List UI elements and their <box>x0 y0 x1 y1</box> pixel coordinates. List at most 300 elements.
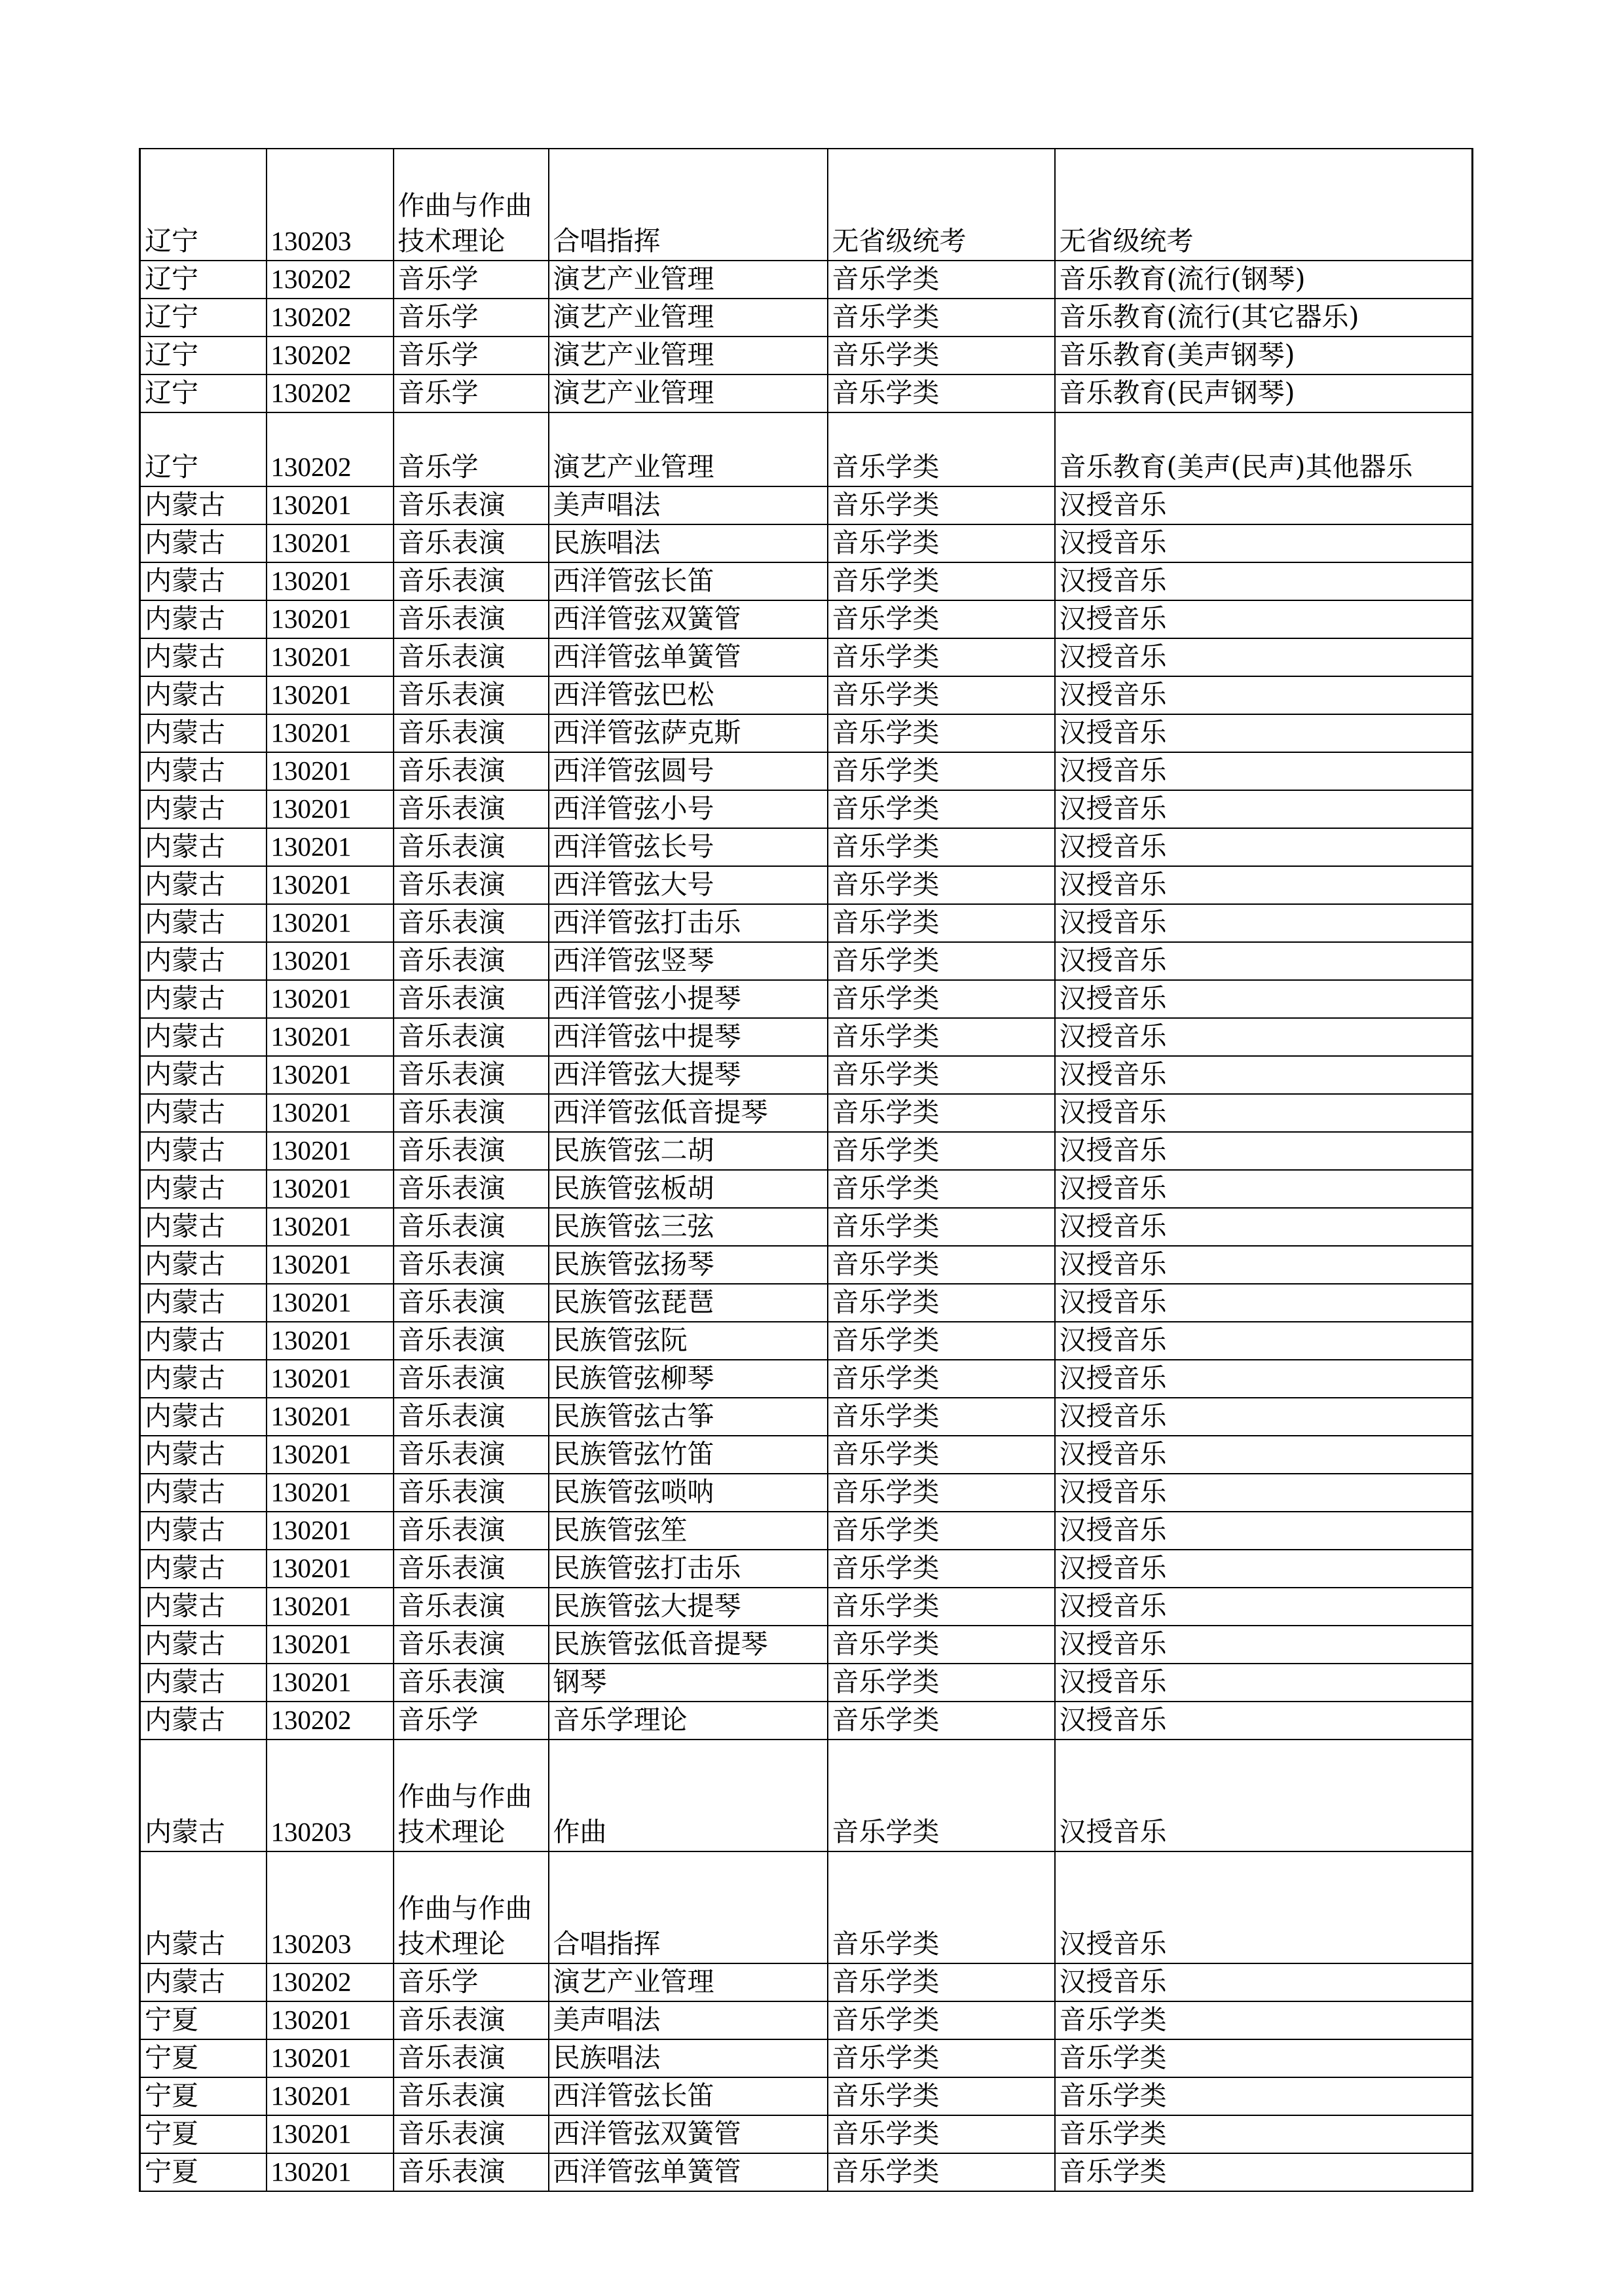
exam-category-cell: 音乐学类 <box>828 337 1055 374</box>
category-cell: 音乐表演 <box>394 1208 549 1246</box>
province-cell: 宁夏 <box>140 2077 267 2115</box>
exam-subject-cell: 汉授音乐 <box>1055 790 1473 828</box>
exam-subject-cell: 汉授音乐 <box>1055 1094 1473 1132</box>
category-cell: 音乐表演 <box>394 1132 549 1170</box>
major-cell: 民族管弦大提琴 <box>549 1588 828 1626</box>
province-cell: 内蒙古 <box>140 1246 267 1284</box>
table-row <box>140 1740 1473 1851</box>
table-row <box>140 942 1473 980</box>
exam-subject-cell: 汉授音乐 <box>1055 1284 1473 1322</box>
major-cell: 美声唱法 <box>549 486 828 524</box>
category-cell: 音乐表演 <box>394 1170 549 1208</box>
province-cell: 内蒙古 <box>140 1208 267 1246</box>
category-cell: 音乐表演 <box>394 2153 549 2191</box>
major-cell: 民族管弦打击乐 <box>549 1550 828 1588</box>
code-cell: 130201 <box>267 714 394 752</box>
major-cell: 西洋管弦长笛 <box>549 2077 828 2115</box>
province-cell: 辽宁 <box>140 299 267 337</box>
major-cell: 合唱指挥 <box>549 1851 828 1963</box>
exam-subject-cell: 音乐教育(美声(民声)其他器乐 <box>1055 412 1473 486</box>
exam-category-cell: 音乐学类 <box>828 299 1055 337</box>
province-cell: 宁夏 <box>140 2001 267 2039</box>
exam-category-cell: 音乐学类 <box>828 714 1055 752</box>
table-row <box>140 261 1473 299</box>
code-cell: 130201 <box>267 1588 394 1626</box>
table-row <box>140 1474 1473 1512</box>
category-cell: 音乐表演 <box>394 562 549 600</box>
category-cell: 音乐表演 <box>394 1246 549 1284</box>
table-row <box>140 866 1473 904</box>
province-cell: 内蒙古 <box>140 1132 267 1170</box>
province-cell: 内蒙古 <box>140 1626 267 1664</box>
exam-subject-cell: 汉授音乐 <box>1055 1360 1473 1398</box>
major-cell: 民族管弦琵琶 <box>549 1284 828 1322</box>
province-cell: 内蒙古 <box>140 1398 267 1436</box>
exam-category-cell: 音乐学类 <box>828 1626 1055 1664</box>
table-row <box>140 1512 1473 1550</box>
exam-category-cell: 音乐学类 <box>828 562 1055 600</box>
code-cell: 130202 <box>267 1702 394 1740</box>
province-cell: 内蒙古 <box>140 752 267 790</box>
major-cell: 民族管弦唢呐 <box>549 1474 828 1512</box>
code-cell: 130201 <box>267 2077 394 2115</box>
table-row <box>140 299 1473 337</box>
code-cell: 130201 <box>267 752 394 790</box>
category-cell: 音乐表演 <box>394 904 549 942</box>
category-cell: 音乐表演 <box>394 866 549 904</box>
exam-subject-cell: 汉授音乐 <box>1055 1018 1473 1056</box>
category-cell: 音乐表演 <box>394 2001 549 2039</box>
province-cell: 内蒙古 <box>140 714 267 752</box>
exam-subject-cell: 汉授音乐 <box>1055 1246 1473 1284</box>
category-cell: 音乐表演 <box>394 486 549 524</box>
code-cell: 130201 <box>267 1132 394 1170</box>
exam-subject-cell: 汉授音乐 <box>1055 1474 1473 1512</box>
code-cell: 130201 <box>267 2115 394 2153</box>
province-cell: 辽宁 <box>140 374 267 412</box>
exam-category-cell: 音乐学类 <box>828 1436 1055 1474</box>
exam-subject-cell: 汉授音乐 <box>1055 562 1473 600</box>
exam-subject-cell: 汉授音乐 <box>1055 866 1473 904</box>
table-row <box>140 1851 1473 1963</box>
category-cell: 音乐表演 <box>394 1360 549 1398</box>
code-cell: 130202 <box>267 261 394 299</box>
major-cell: 民族管弦扬琴 <box>549 1246 828 1284</box>
category-cell: 音乐表演 <box>394 828 549 866</box>
major-cell: 民族管弦阮 <box>549 1322 828 1360</box>
exam-subject-cell: 汉授音乐 <box>1055 942 1473 980</box>
category-cell: 音乐表演 <box>394 752 549 790</box>
province-cell: 内蒙古 <box>140 676 267 714</box>
table-row <box>140 600 1473 638</box>
table-row <box>140 1094 1473 1132</box>
exam-category-cell: 音乐学类 <box>828 2039 1055 2077</box>
exam-category-cell: 音乐学类 <box>828 980 1055 1018</box>
table-row <box>140 980 1473 1018</box>
code-cell: 130201 <box>267 1094 394 1132</box>
table-row <box>140 1056 1473 1094</box>
category-cell: 音乐表演 <box>394 942 549 980</box>
exam-subject-cell: 汉授音乐 <box>1055 676 1473 714</box>
table-row <box>140 1208 1473 1246</box>
code-cell: 130201 <box>267 1474 394 1512</box>
major-cell: 民族管弦柳琴 <box>549 1360 828 1398</box>
exam-subject-cell: 汉授音乐 <box>1055 1322 1473 1360</box>
code-cell: 130201 <box>267 676 394 714</box>
province-cell: 辽宁 <box>140 261 267 299</box>
table-row <box>140 1626 1473 1664</box>
exam-subject-cell: 汉授音乐 <box>1055 1056 1473 1094</box>
province-cell: 内蒙古 <box>140 1094 267 1132</box>
category-cell: 音乐表演 <box>394 2039 549 2077</box>
major-cell: 西洋管弦低音提琴 <box>549 1094 828 1132</box>
code-cell: 130202 <box>267 374 394 412</box>
exam-subject-cell: 汉授音乐 <box>1055 1550 1473 1588</box>
major-cell: 演艺产业管理 <box>549 337 828 374</box>
major-cell: 演艺产业管理 <box>549 1963 828 2001</box>
code-cell: 130201 <box>267 980 394 1018</box>
exam-category-cell: 音乐学类 <box>828 1208 1055 1246</box>
exam-category-cell: 音乐学类 <box>828 1360 1055 1398</box>
exam-subject-cell: 无省级统考 <box>1055 149 1473 261</box>
table-row <box>140 828 1473 866</box>
category-cell: 音乐表演 <box>394 600 549 638</box>
category-cell: 音乐表演 <box>394 1436 549 1474</box>
province-cell: 内蒙古 <box>140 638 267 676</box>
exam-category-cell: 音乐学类 <box>828 412 1055 486</box>
code-cell: 130201 <box>267 2039 394 2077</box>
major-cell: 民族管弦笙 <box>549 1512 828 1550</box>
table-row <box>140 790 1473 828</box>
major-cell: 民族管弦低音提琴 <box>549 1626 828 1664</box>
major-cell: 西洋管弦大号 <box>549 866 828 904</box>
code-cell: 130201 <box>267 524 394 562</box>
province-cell: 内蒙古 <box>140 1056 267 1094</box>
exam-category-cell: 音乐学类 <box>828 1963 1055 2001</box>
category-cell: 作曲与作曲技术理论 <box>394 149 549 261</box>
province-cell: 内蒙古 <box>140 1360 267 1398</box>
major-exam-table <box>139 148 1473 2192</box>
exam-subject-cell: 汉授音乐 <box>1055 600 1473 638</box>
exam-category-cell: 音乐学类 <box>828 1246 1055 1284</box>
code-cell: 130201 <box>267 1360 394 1398</box>
exam-category-cell: 音乐学类 <box>828 942 1055 980</box>
exam-category-cell: 音乐学类 <box>828 1474 1055 1512</box>
exam-category-cell: 音乐学类 <box>828 1550 1055 1588</box>
code-cell: 130201 <box>267 1550 394 1588</box>
table-row <box>140 1018 1473 1056</box>
table-row <box>140 1284 1473 1322</box>
category-cell: 音乐学 <box>394 337 549 374</box>
exam-category-cell: 音乐学类 <box>828 828 1055 866</box>
table-row <box>140 1588 1473 1626</box>
code-cell: 130202 <box>267 299 394 337</box>
major-cell: 民族唱法 <box>549 2039 828 2077</box>
major-cell: 演艺产业管理 <box>549 299 828 337</box>
table-row <box>140 1246 1473 1284</box>
category-cell: 音乐表演 <box>394 980 549 1018</box>
table-row <box>140 1436 1473 1474</box>
major-cell: 演艺产业管理 <box>549 374 828 412</box>
exam-category-cell: 音乐学类 <box>828 1056 1055 1094</box>
province-cell: 内蒙古 <box>140 790 267 828</box>
category-cell: 音乐表演 <box>394 1664 549 1702</box>
province-cell: 内蒙古 <box>140 1322 267 1360</box>
major-cell: 民族管弦板胡 <box>549 1170 828 1208</box>
table-row <box>140 1550 1473 1588</box>
exam-category-cell: 音乐学类 <box>828 752 1055 790</box>
major-cell: 西洋管弦中提琴 <box>549 1018 828 1056</box>
exam-category-cell: 音乐学类 <box>828 1740 1055 1851</box>
category-cell: 音乐表演 <box>394 1056 549 1094</box>
code-cell: 130201 <box>267 1284 394 1322</box>
category-cell: 音乐表演 <box>394 1588 549 1626</box>
exam-category-cell: 音乐学类 <box>828 1284 1055 1322</box>
code-cell: 130201 <box>267 1322 394 1360</box>
code-cell: 130201 <box>267 1512 394 1550</box>
table-row <box>140 486 1473 524</box>
code-cell: 130201 <box>267 1246 394 1284</box>
code-cell: 130203 <box>267 1740 394 1851</box>
table-row <box>140 337 1473 374</box>
exam-category-cell: 音乐学类 <box>828 1664 1055 1702</box>
province-cell: 内蒙古 <box>140 1588 267 1626</box>
major-cell: 西洋管弦单簧管 <box>549 638 828 676</box>
exam-category-cell: 音乐学类 <box>828 374 1055 412</box>
table-row <box>140 1170 1473 1208</box>
province-cell: 内蒙古 <box>140 1740 267 1851</box>
code-cell: 130201 <box>267 486 394 524</box>
table-row <box>140 2001 1473 2039</box>
table-row <box>140 714 1473 752</box>
exam-subject-cell: 音乐教育(美声钢琴) <box>1055 337 1473 374</box>
code-cell: 130203 <box>267 1851 394 1963</box>
category-cell: 音乐学 <box>394 1963 549 2001</box>
table-row <box>140 2077 1473 2115</box>
table-row <box>140 562 1473 600</box>
exam-subject-cell: 音乐学类 <box>1055 2077 1473 2115</box>
table-row <box>140 1360 1473 1398</box>
province-cell: 内蒙古 <box>140 600 267 638</box>
major-cell: 民族管弦三弦 <box>549 1208 828 1246</box>
category-cell: 音乐表演 <box>394 638 549 676</box>
exam-category-cell: 音乐学类 <box>828 1322 1055 1360</box>
major-cell: 西洋管弦小号 <box>549 790 828 828</box>
code-cell: 130201 <box>267 904 394 942</box>
province-cell: 内蒙古 <box>140 1702 267 1740</box>
exam-category-cell: 音乐学类 <box>828 2153 1055 2191</box>
exam-category-cell: 音乐学类 <box>828 1018 1055 1056</box>
table-row <box>140 2039 1473 2077</box>
code-cell: 130201 <box>267 638 394 676</box>
exam-category-cell: 音乐学类 <box>828 600 1055 638</box>
province-cell: 内蒙古 <box>140 1550 267 1588</box>
table-row <box>140 1398 1473 1436</box>
category-cell: 音乐表演 <box>394 790 549 828</box>
exam-subject-cell: 汉授音乐 <box>1055 752 1473 790</box>
province-cell: 辽宁 <box>140 412 267 486</box>
province-cell: 内蒙古 <box>140 1018 267 1056</box>
major-cell: 民族管弦二胡 <box>549 1132 828 1170</box>
province-cell: 内蒙古 <box>140 1512 267 1550</box>
exam-subject-cell: 汉授音乐 <box>1055 1702 1473 1740</box>
exam-category-cell: 音乐学类 <box>828 1588 1055 1626</box>
exam-subject-cell: 汉授音乐 <box>1055 1398 1473 1436</box>
province-cell: 内蒙古 <box>140 942 267 980</box>
category-cell: 音乐表演 <box>394 1284 549 1322</box>
code-cell: 130201 <box>267 1664 394 1702</box>
exam-category-cell: 音乐学类 <box>828 524 1055 562</box>
exam-subject-cell: 汉授音乐 <box>1055 1626 1473 1664</box>
exam-category-cell: 音乐学类 <box>828 2001 1055 2039</box>
major-cell: 西洋管弦打击乐 <box>549 904 828 942</box>
category-cell: 音乐表演 <box>394 1474 549 1512</box>
code-cell: 130201 <box>267 942 394 980</box>
exam-category-cell: 音乐学类 <box>828 1094 1055 1132</box>
province-cell: 内蒙古 <box>140 1436 267 1474</box>
major-cell: 西洋管弦大提琴 <box>549 1056 828 1094</box>
exam-category-cell: 音乐学类 <box>828 1170 1055 1208</box>
exam-subject-cell: 汉授音乐 <box>1055 1664 1473 1702</box>
major-cell: 西洋管弦长笛 <box>549 562 828 600</box>
category-cell: 音乐表演 <box>394 1512 549 1550</box>
category-cell: 音乐表演 <box>394 1398 549 1436</box>
category-cell: 作曲与作曲技术理论 <box>394 1740 549 1851</box>
major-cell: 钢琴 <box>549 1664 828 1702</box>
major-cell: 西洋管弦圆号 <box>549 752 828 790</box>
exam-subject-cell: 汉授音乐 <box>1055 638 1473 676</box>
exam-subject-cell: 汉授音乐 <box>1055 1170 1473 1208</box>
table-body <box>140 149 1473 2191</box>
exam-category-cell: 无省级统考 <box>828 149 1055 261</box>
category-cell: 音乐表演 <box>394 2115 549 2153</box>
code-cell: 130201 <box>267 2153 394 2191</box>
exam-subject-cell: 音乐教育(流行(其它器乐) <box>1055 299 1473 337</box>
exam-category-cell: 音乐学类 <box>828 904 1055 942</box>
province-cell: 宁夏 <box>140 2153 267 2191</box>
code-cell: 130201 <box>267 828 394 866</box>
province-cell: 内蒙古 <box>140 562 267 600</box>
code-cell: 130201 <box>267 1398 394 1436</box>
exam-subject-cell: 汉授音乐 <box>1055 828 1473 866</box>
code-cell: 130201 <box>267 1018 394 1056</box>
major-cell: 美声唱法 <box>549 2001 828 2039</box>
code-cell: 130201 <box>267 1208 394 1246</box>
exam-subject-cell: 汉授音乐 <box>1055 486 1473 524</box>
major-cell: 演艺产业管理 <box>549 412 828 486</box>
code-cell: 130202 <box>267 1963 394 2001</box>
major-cell: 民族管弦竹笛 <box>549 1436 828 1474</box>
table-row <box>140 149 1473 261</box>
code-cell: 130201 <box>267 1436 394 1474</box>
exam-category-cell: 音乐学类 <box>828 638 1055 676</box>
major-cell: 西洋管弦双簧管 <box>549 2115 828 2153</box>
exam-category-cell: 音乐学类 <box>828 866 1055 904</box>
exam-category-cell: 音乐学类 <box>828 676 1055 714</box>
table-row <box>140 638 1473 676</box>
table-row <box>140 374 1473 412</box>
exam-category-cell: 音乐学类 <box>828 1512 1055 1550</box>
exam-category-cell: 音乐学类 <box>828 2115 1055 2153</box>
table-row <box>140 2153 1473 2191</box>
major-cell: 民族唱法 <box>549 524 828 562</box>
province-cell: 宁夏 <box>140 2115 267 2153</box>
exam-subject-cell: 音乐学类 <box>1055 2039 1473 2077</box>
province-cell: 内蒙古 <box>140 1284 267 1322</box>
exam-subject-cell: 汉授音乐 <box>1055 524 1473 562</box>
exam-subject-cell: 汉授音乐 <box>1055 1512 1473 1550</box>
exam-category-cell: 音乐学类 <box>828 486 1055 524</box>
province-cell: 内蒙古 <box>140 486 267 524</box>
province-cell: 辽宁 <box>140 149 267 261</box>
exam-subject-cell: 汉授音乐 <box>1055 714 1473 752</box>
exam-subject-cell: 音乐学类 <box>1055 2115 1473 2153</box>
table-row <box>140 524 1473 562</box>
table-row <box>140 1664 1473 1702</box>
major-cell: 合唱指挥 <box>549 149 828 261</box>
exam-subject-cell: 音乐学类 <box>1055 2001 1473 2039</box>
province-cell: 内蒙古 <box>140 1664 267 1702</box>
province-cell: 内蒙古 <box>140 866 267 904</box>
code-cell: 130202 <box>267 412 394 486</box>
major-cell: 作曲 <box>549 1740 828 1851</box>
major-cell: 音乐学理论 <box>549 1702 828 1740</box>
province-cell: 内蒙古 <box>140 524 267 562</box>
code-cell: 130201 <box>267 1170 394 1208</box>
exam-subject-cell: 汉授音乐 <box>1055 904 1473 942</box>
province-cell: 内蒙古 <box>140 1474 267 1512</box>
code-cell: 130201 <box>267 866 394 904</box>
major-cell: 西洋管弦单簧管 <box>549 2153 828 2191</box>
exam-subject-cell: 汉授音乐 <box>1055 1740 1473 1851</box>
major-cell: 民族管弦古筝 <box>549 1398 828 1436</box>
province-cell: 内蒙古 <box>140 980 267 1018</box>
category-cell: 音乐表演 <box>394 714 549 752</box>
exam-category-cell: 音乐学类 <box>828 1132 1055 1170</box>
code-cell: 130201 <box>267 562 394 600</box>
table-row <box>140 1963 1473 2001</box>
exam-subject-cell: 汉授音乐 <box>1055 1208 1473 1246</box>
province-cell: 内蒙古 <box>140 1170 267 1208</box>
exam-subject-cell: 汉授音乐 <box>1055 1132 1473 1170</box>
major-cell: 西洋管弦长号 <box>549 828 828 866</box>
code-cell: 130201 <box>267 1056 394 1094</box>
code-cell: 130201 <box>267 2001 394 2039</box>
table-row <box>140 676 1473 714</box>
category-cell: 音乐表演 <box>394 1322 549 1360</box>
table-row <box>140 1702 1473 1740</box>
exam-category-cell: 音乐学类 <box>828 1398 1055 1436</box>
province-cell: 内蒙古 <box>140 1963 267 2001</box>
major-cell: 西洋管弦巴松 <box>549 676 828 714</box>
category-cell: 音乐学 <box>394 261 549 299</box>
table-row <box>140 2115 1473 2153</box>
category-cell: 音乐表演 <box>394 1626 549 1664</box>
exam-category-cell: 音乐学类 <box>828 1851 1055 1963</box>
category-cell: 音乐表演 <box>394 1094 549 1132</box>
exam-subject-cell: 汉授音乐 <box>1055 980 1473 1018</box>
code-cell: 130201 <box>267 600 394 638</box>
category-cell: 音乐表演 <box>394 676 549 714</box>
exam-subject-cell: 汉授音乐 <box>1055 1851 1473 1963</box>
major-cell: 西洋管弦竖琴 <box>549 942 828 980</box>
province-cell: 辽宁 <box>140 337 267 374</box>
major-cell: 西洋管弦小提琴 <box>549 980 828 1018</box>
province-cell: 宁夏 <box>140 2039 267 2077</box>
province-cell: 内蒙古 <box>140 1851 267 1963</box>
table-row <box>140 904 1473 942</box>
table-row <box>140 1132 1473 1170</box>
